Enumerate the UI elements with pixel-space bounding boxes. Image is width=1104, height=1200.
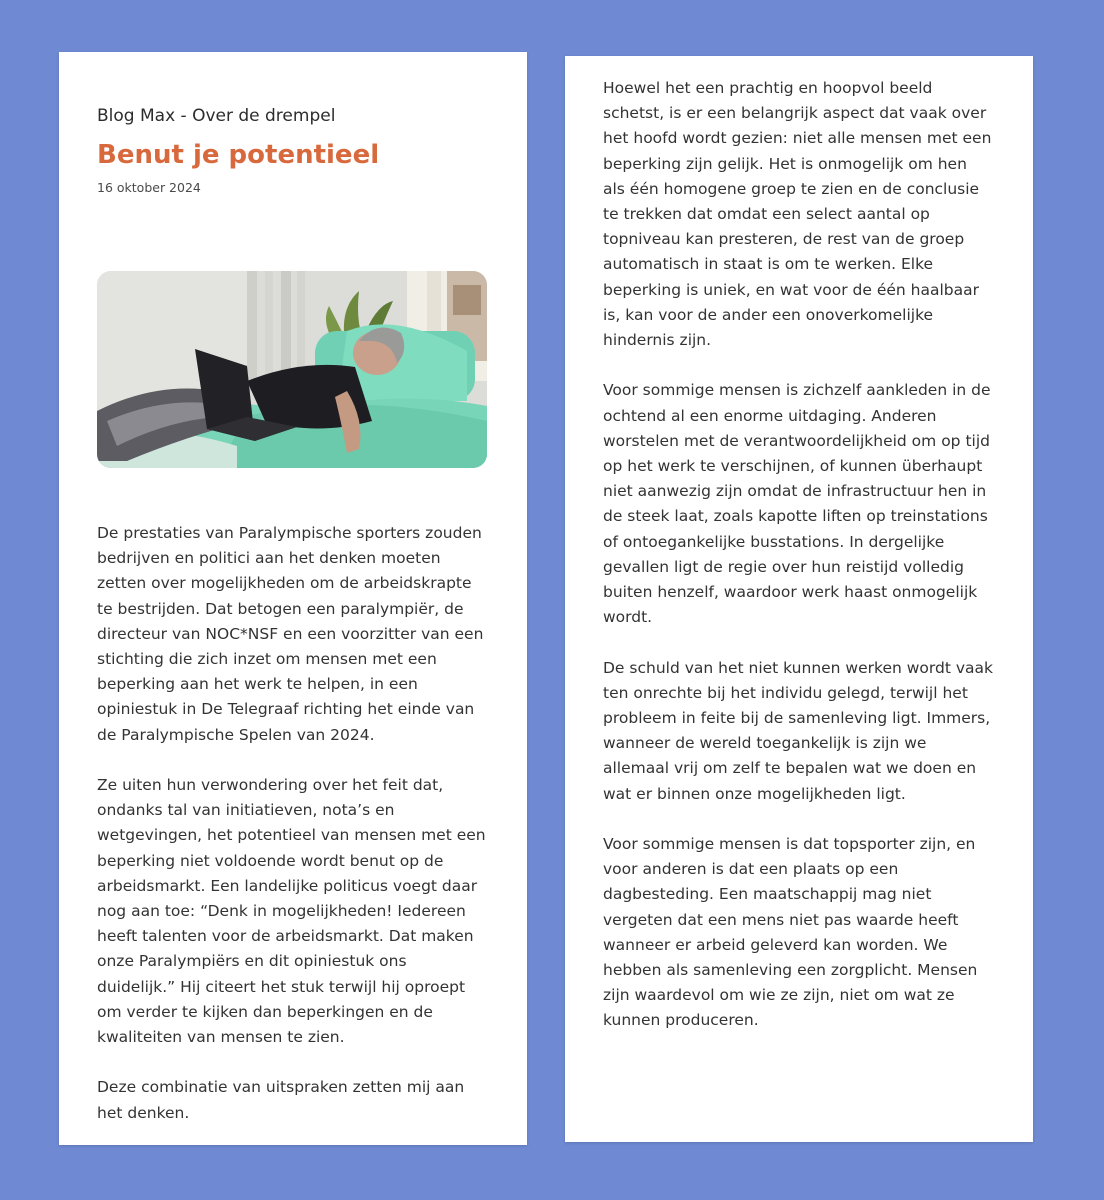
article-body-right xyxy=(603,76,993,1034)
paragraph: Hoewel het een prachtig en hoopvol beeld schetst, is er een belangrijk aspect dat vaak over het hoofd wordt gezien: niet alle mensen met een beperking zijn gelijk. Het is onmogelijk om hen als één homogene groep te zien en de conclusie te trekken dat omdat een select aantal op topniveau kan presteren, de rest van de groep automatisch in staat is om te werken. Elke beperking is uniek, en wat voor de één haalbaar is, kan voor de ander een onoverkomelijke hindernis zijn. xyxy=(603,79,992,350)
blog-name: Blog Max - Over de drempel xyxy=(97,106,336,126)
article-title: Benut je potentieel xyxy=(97,140,380,170)
paragraph: Voor sommige mensen is dat topsporter zijn, en voor anderen is dat een plaats op een dagbesteding. Een maatschappij mag niet vergeten dat een mens niet pas waarde heeft wanneer er arbeid geleverd kan worden. We hebben als samenleving een zorgplicht. Mensen zijn waardevol om wie ze zijn, niet om wat ze kunnen produceren. xyxy=(603,835,978,1030)
blog-page-left xyxy=(59,52,527,1145)
paragraph: De schuld van het niet kunnen werken wordt vaak ten onrechte bij het individu gelegd, terwijl het probleem in feite bij de samenleving ligt. Immers, wanneer de wereld toegankelijk is zijn we allemaal vrij om zelf te bepalen wat we doen en wat er binnen onze mogelijkheden ligt. xyxy=(603,658,993,803)
article-date: 16 oktober 2024 xyxy=(97,180,201,195)
paragraph: Ze uiten hun verwondering over het feit dat, ondanks tal van initiatieven, nota’s en wetgevingen, het potentieel van mensen met een beperking niet voldoende wordt benut op de arbeidsmarkt. Een landelijke politicus voegt daar nog aan toe: “Denk in mogelijkheden! Iedereen heeft talenten voor de arbeidsmarkt. Dat maken onze Paralympiërs en dit opiniestuk ons duidelijk.” Hij citeert het stuk terwijl hij oproept om verder te kijken dan beperkingen en de kwaliteiten van mensen te zien. xyxy=(97,776,486,1047)
article-photo xyxy=(97,271,487,468)
blog-page-right xyxy=(565,56,1033,1142)
paragraph: De prestaties van Paralympische sporters zouden bedrijven en politici aan het denken moeten zetten over mogelijkheden om de arbeidskrapte te bestrijden. Dat betogen een paralympiër, de directeur van NOC*NSF en een voorzitter van een stichting die zich inzet om mensen met een beperking aan het werk te helpen, in een opiniestuk in De Telegraaf richting het einde van de Paralympische Spelen van 2024. xyxy=(97,524,484,744)
photo-woman-with-laptop-in-bed xyxy=(97,271,487,468)
paragraph: Deze combinatie van uitspraken zetten mij aan het denken. xyxy=(97,1078,465,1122)
article-body-left xyxy=(97,521,487,1126)
paragraph: Voor sommige mensen is zichzelf aankleden in de ochtend al een enorme uitdaging. Anderen worstelen met de verantwoordelijkheid om op tijd op het werk te verschijnen, of kunnen überhaupt niet aanwezig zijn omdat de infrastructuur hen in de steek laat, zoals kapotte liften op treinstations of ontoegankelijke busstations. In dergelijke gevallen ligt de regie over hun reistijd volledig buiten henzelf, waardoor werk haast onmogelijk wordt. xyxy=(603,381,991,627)
